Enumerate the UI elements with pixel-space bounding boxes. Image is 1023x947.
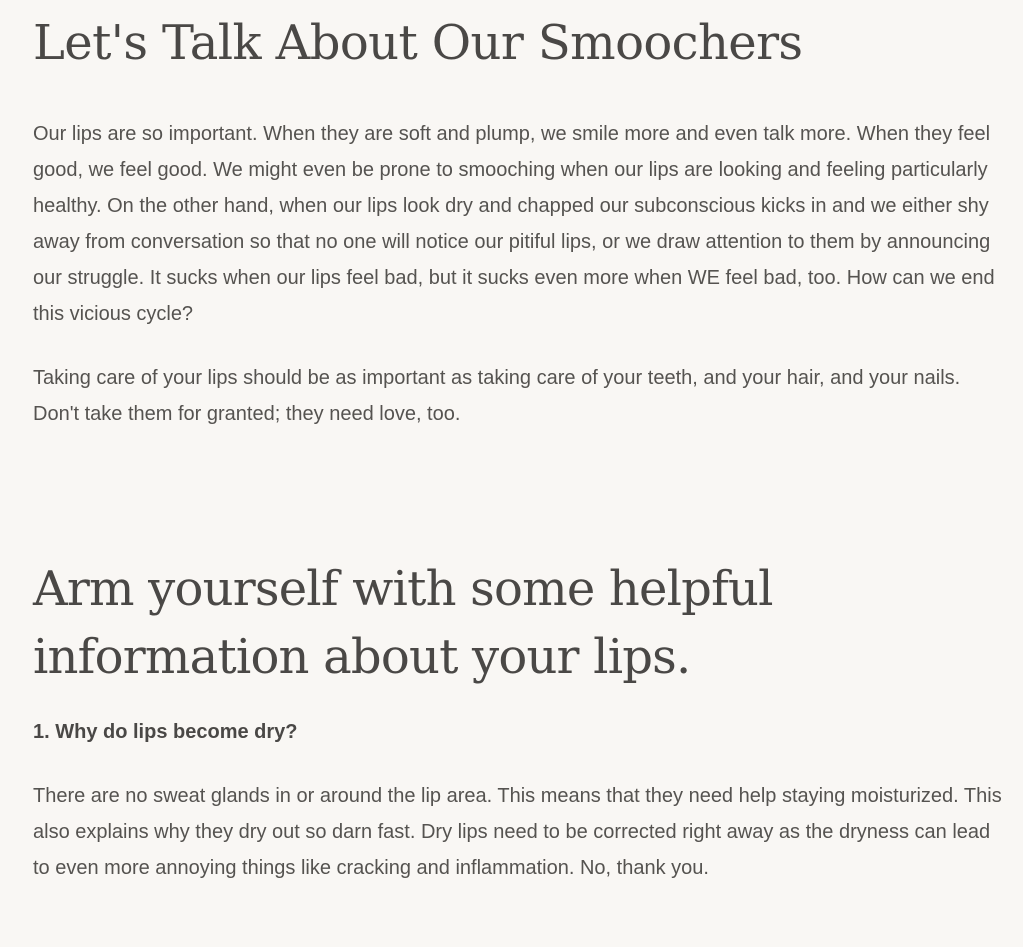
article-heading-smoochers: Let's Talk About Our Smoochers — [33, 15, 803, 71]
intro-paragraph: Our lips are so important. When they are soft and plump, we smile more and even talk more. When they feel good, we feel good. We might even be prone to smooching when our lips are looking and feeling particularly healthy. On the other hand, when our lips look dry and chapped our subconscious kicks in and we either shy away from conversation so that no one will notice our pitiful lips, or we draw attention to them by announcing our struggle. It sucks when our lips feel bad, but it sucks even more when WE feel bad, too. How can we end this vicious cycle? — [33, 123, 995, 325]
care-paragraph: Taking care of your lips should be as important as taking care of your teeth, and your hair, and your nails. Don't take them for granted; they need love, too. — [33, 367, 961, 425]
section-heading-information: Arm yourself with some helpful information about your lips. — [33, 561, 773, 685]
dry-lips-paragraph: There are no sweat glands in or around the lip area. This means that they need help staying moisturized. This also explains why they dry out so darn fast. Dry lips need to be corrected right away as the dryness can lead to even more annoying things like cracking and inflammation. No, thank you. — [33, 785, 1002, 879]
question-heading-dry-lips: 1. Why do lips become dry? — [33, 721, 298, 743]
